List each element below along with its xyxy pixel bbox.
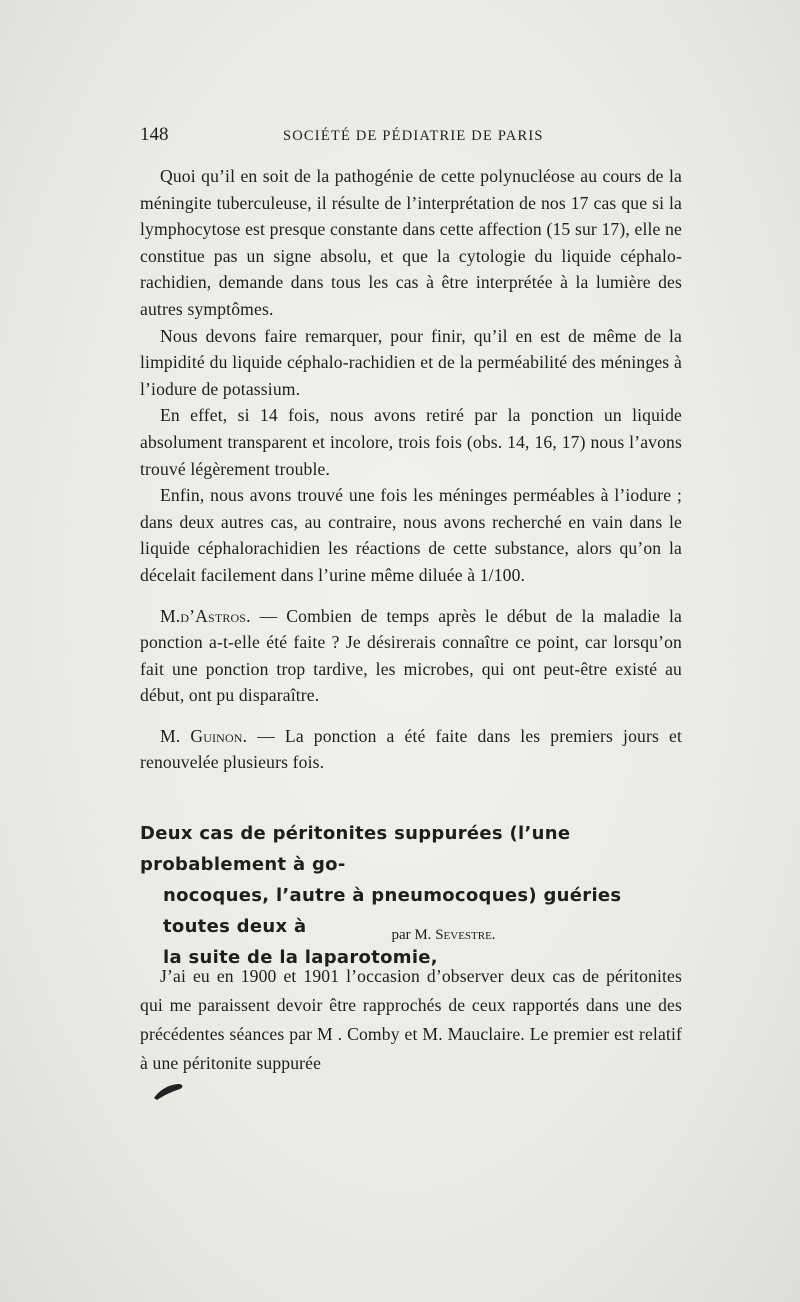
running-head xyxy=(140,124,680,154)
running-title: SOCIÉTÉ DE PÉDIATRIE DE PARIS xyxy=(283,128,544,144)
article-body xyxy=(140,962,682,1078)
discussion-entry xyxy=(140,723,682,776)
speaker-name: M. Guinon. xyxy=(160,725,248,746)
paragraph: J’ai eu en 1900 et 1901 l’occasion d’observer deux cas de péritonites qui me paraissent devoir être rapprochés de ceux rapportés dans une des précédentes séances par M . Comby et M. Mauclaire. Le premier est relatif à une péritonite suppurée xyxy=(140,966,682,1073)
paragraph: Quoi qu’il en soit de la pathogénie de cette polynucléose au cours de la méningite tuberculeuse, il résulte de l’interprétation de nos 17 cas que si la lymphocytose est presque constante dans cette affection (15 sur 17), elle ne constitue pas un signe absolu, et que la cytologie du liquide céphalo-rachidien, demande dans tous les cas à être interprétée à la lumière des autres symptômes. xyxy=(140,166,682,319)
paragraph: En effet, si 14 fois, nous avons retiré par la ponction un liquide absolument transparent et incolore, trois fois (obs. 14, 16, 17) nous l’avons trouvé légèrement trouble. xyxy=(140,405,682,479)
byline-author: Sevestre. xyxy=(435,927,496,943)
paragraph: Nous devons faire remarquer, pour finir, qu’il en est de même de la limpidité du liquide céphalo-rachidien et de la perméabilité des méninges à l’iodure de potassium. xyxy=(140,325,682,399)
page-number: 148 xyxy=(140,124,169,145)
byline xyxy=(140,927,685,944)
article-title-line: Deux cas de péritonites suppurées (l’une probablement à go- xyxy=(140,823,571,875)
article-title-line: la suite de la laparotomie, xyxy=(163,947,438,968)
paragraph: Enfin, nous avons trouvé une fois les méninges perméables à l’iodure ; dans deux autres cas, au contraire, nous avons recherché en vain dans le liquide céphalorachidien les réactions de cette substance, alors qu’on la décelait facilement dans l’urine même diluée à 1/100. xyxy=(140,485,682,585)
discussion-entry xyxy=(140,603,682,709)
article-title xyxy=(140,818,685,973)
speaker-name: M.d’Astros. xyxy=(160,605,251,626)
speaker-remark: — Combien de temps après le début de la maladie la ponction a-t-elle été faite ? Je désirerais connaître ce point, car lorsqu’on fait une ponction trop tardive, les microbes, qui ont peut-être existé au début, ont pu disparaître. xyxy=(140,605,682,706)
speaker-remark: — La ponction a été faite dans les premiers jours et renouvelée plusieurs fois. xyxy=(140,725,682,773)
ink-blot-mark xyxy=(150,1081,188,1101)
byline-prefix: par M. xyxy=(391,927,432,943)
article-title-line: nocoques, l’autre à pneumocoques) guéries toutes deux à xyxy=(163,885,622,937)
body-text xyxy=(140,163,682,776)
